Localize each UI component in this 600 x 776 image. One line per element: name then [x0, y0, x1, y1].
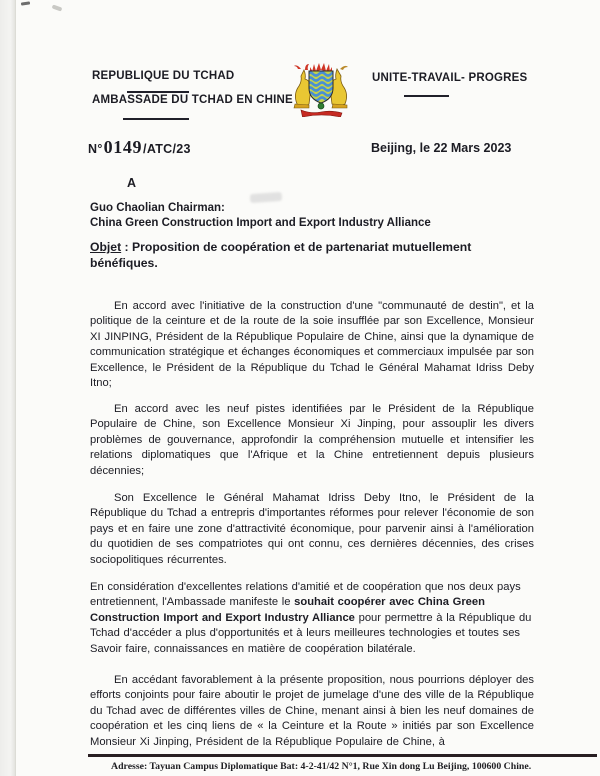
divider-under-motto — [404, 95, 449, 97]
letterhead-left-block — [92, 70, 293, 106]
dateline: Beijing, le 22 Mars 2023 — [371, 141, 512, 155]
addressee-name: Guo Chaolian Chairman: — [90, 202, 225, 214]
addressee-block — [90, 201, 431, 230]
scan-artifact-mark — [21, 1, 30, 5]
body-paragraph-2: En accord avec les neuf pistes identifiées par le Président de la République Populaire de Chine, son Excellence Monsieur Xi Jinping, pour assouplir les divers problèmes de gouvernance, approfondir la compréhension mutuelle et intensifier les relations diplomatiques que l'Afrique et la Chine entretiennent depuis plusieurs décennies; — [90, 403, 534, 477]
paragraph-4-text-end: pour permettre à la République du Tchad d'accéder a plus d'opportunités et à leurs meilleures technologies et toutes ses Savoir faire, connaissances en matière de coopération bilatérale. — [90, 611, 532, 655]
reference-suffix: /ATC/23 — [143, 142, 191, 156]
embassy-title: AMBASSADE DU TCHAD EN CHINE — [92, 94, 293, 106]
paragraph-4-partner-name: souhait coopérer avec China Green Construction Import and Export Industry Alliance — [90, 596, 485, 624]
divider-under-republic — [127, 91, 189, 93]
subject-label: Objet — [90, 240, 122, 254]
subject-text: Proposition de coopération et de partenariat mutuellement bénéfiques. — [90, 240, 472, 270]
chad-coat-of-arms-icon — [283, 60, 359, 117]
footer-address: Adresse: Tayuan Campus Diplomatique Bat: 4-2-41/42 N°1, Rue Xin dong Lu Beijing, 100600 Chine. — [111, 761, 532, 772]
body-paragraph-1: En accord avec l'initiative de la construction d'une "communauté de destin", et la politique de la ceinture et de la route de la soie insufflée par son Excellence, Monsieur XI JINPING, Président de la République Populaire de Chine, ainsi que la dynamique de communication stratégique et échanges économiques et commerciaux impulsée par son Excellence, le Président de la République du Tchad le Général Mahamat Idriss Deby Itno; — [90, 300, 534, 390]
republic-title: REPUBLIQUE DU TCHAD — [92, 70, 235, 82]
salutation-letter: A — [127, 176, 137, 190]
body-paragraph-5: En accédant favorablement à la présente proposition, nous pourrions déployer des efforts conjoints pour faire aboutir le projet de jumelage d'une des ville de la République du Tchad avec de différentes villes de Chine, menant ainsi à bien les neuf domaines de coopération et les cinq liens de « la Ceinture et la Route » initiés par son Excellence Monsieur Xi Jinping, Président de la République Populaire de Chine, à — [90, 674, 534, 748]
footer-divider — [88, 754, 597, 757]
reference-number-value: 0149 — [103, 137, 143, 157]
reference-number — [88, 137, 191, 158]
addressee-organization: China Green Construction Import and Export Industry Alliance — [90, 216, 431, 229]
paragraph-4-text: En considération d'excellentes relations d'amitié et de coopération que nos deux pays entretiennent, l'Ambassade manifeste le — [90, 581, 521, 609]
national-motto: UNITE-TRAVAIL- PROGRES — [372, 72, 528, 84]
reference-prefix: N° — [88, 142, 103, 156]
scan-artifact-mark-2 — [52, 4, 63, 11]
body-paragraph-4 — [90, 580, 534, 657]
divider-under-embassy — [123, 118, 189, 120]
subject-separator: : — [121, 240, 132, 254]
body-paragraph-3: Son Excellence le Général Mahamat Idriss Deby Itno, le Président de la République du Tchad a entrepris d'importantes réformes pour relever l'économie de son pays et en faire une zone d'attractivité économique, pour parvenir ainsi à l'amélioration du quotidien de ses compatriotes qui ont connu, ces dernières décennies, des crises sociopolitiques récurrentes. — [90, 492, 534, 566]
scan-page-edge — [0, 0, 16, 776]
subject-line — [90, 240, 542, 271]
